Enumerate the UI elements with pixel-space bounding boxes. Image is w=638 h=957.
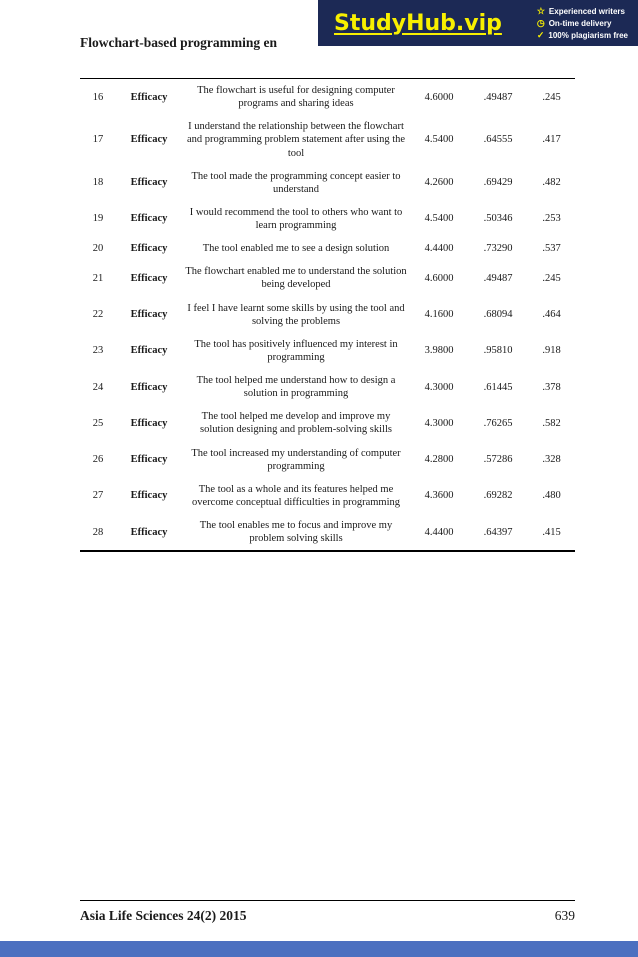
row-variance-value: .415	[542, 526, 561, 538]
row-variance-value: .417	[542, 134, 561, 146]
row-number: 21	[92, 272, 104, 284]
row-std-value: .64555	[483, 134, 513, 146]
table-row	[80, 514, 575, 551]
row-statement: The flowchart is useful for designing computer programs and sharing ideas	[197, 85, 395, 110]
table-row	[80, 405, 575, 441]
row-statement: I feel I have learnt some skills by using the tool and solving the problems	[187, 302, 405, 327]
row-mean-value: 4.5400	[424, 134, 454, 146]
row-variance-value: .480	[542, 490, 561, 502]
row-mean-value: 4.4400	[424, 526, 454, 538]
feature-label: Experienced writers	[548, 6, 625, 16]
row-category: Efficacy	[130, 345, 168, 357]
banner-feature	[537, 19, 628, 28]
row-std-value: .50346	[483, 213, 513, 225]
table-row	[80, 165, 575, 201]
row-number: 23	[92, 345, 104, 357]
row-variance-value: .537	[542, 243, 561, 255]
row-mean-value: 4.5400	[424, 213, 454, 225]
row-statement: The tool has positively influenced my interest in programming	[194, 338, 398, 363]
banner-feature	[537, 31, 628, 40]
row-std-value: .69282	[483, 490, 513, 502]
row-number: 27	[92, 490, 104, 502]
table-row	[80, 260, 575, 296]
row-category: Efficacy	[130, 213, 168, 225]
row-std-value: .95810	[483, 345, 513, 357]
row-statement: I understand the relationship between the flowchart and programming problem statement after using the tool	[186, 121, 406, 159]
row-number: 20	[92, 243, 104, 255]
row-category: Efficacy	[130, 243, 168, 255]
row-std-value: .73290	[483, 243, 513, 255]
row-number: 17	[92, 134, 104, 146]
row-category: Efficacy	[130, 490, 168, 502]
feature-label: On-time delivery	[548, 18, 612, 28]
banner-feature	[537, 7, 628, 16]
row-variance-value: .328	[542, 454, 561, 466]
row-std-value: .69429	[483, 177, 513, 189]
row-variance-value: .464	[542, 309, 561, 321]
row-std-value: .64397	[483, 526, 513, 538]
table-row	[80, 79, 575, 116]
table-row	[80, 478, 575, 514]
row-std-value: .57286	[483, 454, 513, 466]
row-statement: The tool enables me to focus and improve my problem solving skills	[199, 520, 393, 545]
row-mean-value: 3.9800	[424, 345, 454, 357]
feature-icon: ✓	[536, 29, 545, 40]
table-row	[80, 115, 575, 164]
page-number: 639	[554, 908, 575, 923]
row-category: Efficacy	[130, 309, 168, 321]
row-statement: The tool helped me develop and improve my solution designing and problem-solving skills	[200, 411, 392, 436]
row-std-value: .49487	[483, 272, 513, 284]
feature-icon: ◷	[536, 17, 545, 28]
row-number: 16	[92, 91, 104, 103]
row-mean-value: 4.2600	[424, 177, 454, 189]
row-statement: The tool helped me understand how to design a solution in programming	[196, 375, 396, 400]
table-row	[80, 442, 575, 478]
row-category: Efficacy	[130, 272, 168, 284]
row-category: Efficacy	[130, 91, 168, 103]
row-category: Efficacy	[130, 134, 168, 146]
row-statement: The tool increased my understanding of computer programming	[191, 447, 401, 472]
row-variance-value: .482	[542, 177, 561, 189]
row-std-value: .68094	[483, 309, 513, 321]
row-variance-value: .582	[542, 417, 561, 429]
row-statement: The flowchart enabled me to understand the solution being developed	[185, 266, 407, 291]
row-variance-value: .253	[542, 213, 561, 225]
row-std-value: .76265	[483, 417, 513, 429]
feature-label: 100% plagiarism free	[548, 30, 628, 40]
studyhub-logo[interactable]: StudyHub.vip	[334, 10, 502, 36]
row-statement: The tool made the programming concept easier to understand	[191, 170, 401, 195]
row-number: 25	[92, 417, 104, 429]
page-footer	[80, 900, 575, 924]
row-statement: The tool enabled me to see a design solution	[202, 243, 390, 255]
row-statement: I would recommend the tool to others who want to learn programming	[189, 206, 403, 231]
row-statement: The tool as a whole and its features helped me overcome conceptual difficulties in programming	[192, 483, 400, 508]
row-variance-value: .245	[542, 91, 561, 103]
row-number: 28	[92, 526, 104, 538]
row-category: Efficacy	[130, 454, 168, 466]
row-category: Efficacy	[130, 381, 168, 393]
table-row	[80, 333, 575, 369]
row-number: 26	[92, 454, 104, 466]
table-row	[80, 201, 575, 237]
row-number: 22	[92, 309, 104, 321]
page-title: Flowchart-based programming en	[80, 35, 277, 50]
row-mean-value: 4.4400	[424, 243, 454, 255]
row-number: 19	[92, 213, 104, 225]
row-category: Efficacy	[130, 177, 168, 189]
table-row	[80, 237, 575, 260]
row-mean-value: 4.3000	[424, 417, 454, 429]
row-mean-value: 4.6000	[424, 91, 454, 103]
banner-feature-list	[537, 7, 630, 40]
studyhub-banner[interactable]	[318, 0, 638, 46]
row-variance-value: .918	[542, 345, 561, 357]
table-row	[80, 369, 575, 405]
row-category: Efficacy	[130, 526, 168, 538]
row-number: 18	[92, 177, 104, 189]
row-mean-value: 4.2800	[424, 454, 454, 466]
row-mean-value: 4.3600	[424, 490, 454, 502]
feature-icon: ☆	[536, 5, 545, 16]
row-variance-value: .378	[542, 381, 561, 393]
row-std-value: .61445	[483, 381, 513, 393]
row-variance-value: .245	[542, 272, 561, 284]
row-number: 24	[92, 381, 104, 393]
bottom-blue-bar	[0, 941, 638, 957]
row-mean-value: 4.6000	[424, 272, 454, 284]
results-table	[80, 78, 575, 552]
row-mean-value: 4.3000	[424, 381, 454, 393]
row-mean-value: 4.1600	[424, 309, 454, 321]
table-row	[80, 297, 575, 333]
row-std-value: .49487	[483, 91, 513, 103]
journal-name: Asia Life Sciences 24(2) 2015	[80, 908, 247, 923]
row-category: Efficacy	[130, 417, 168, 429]
